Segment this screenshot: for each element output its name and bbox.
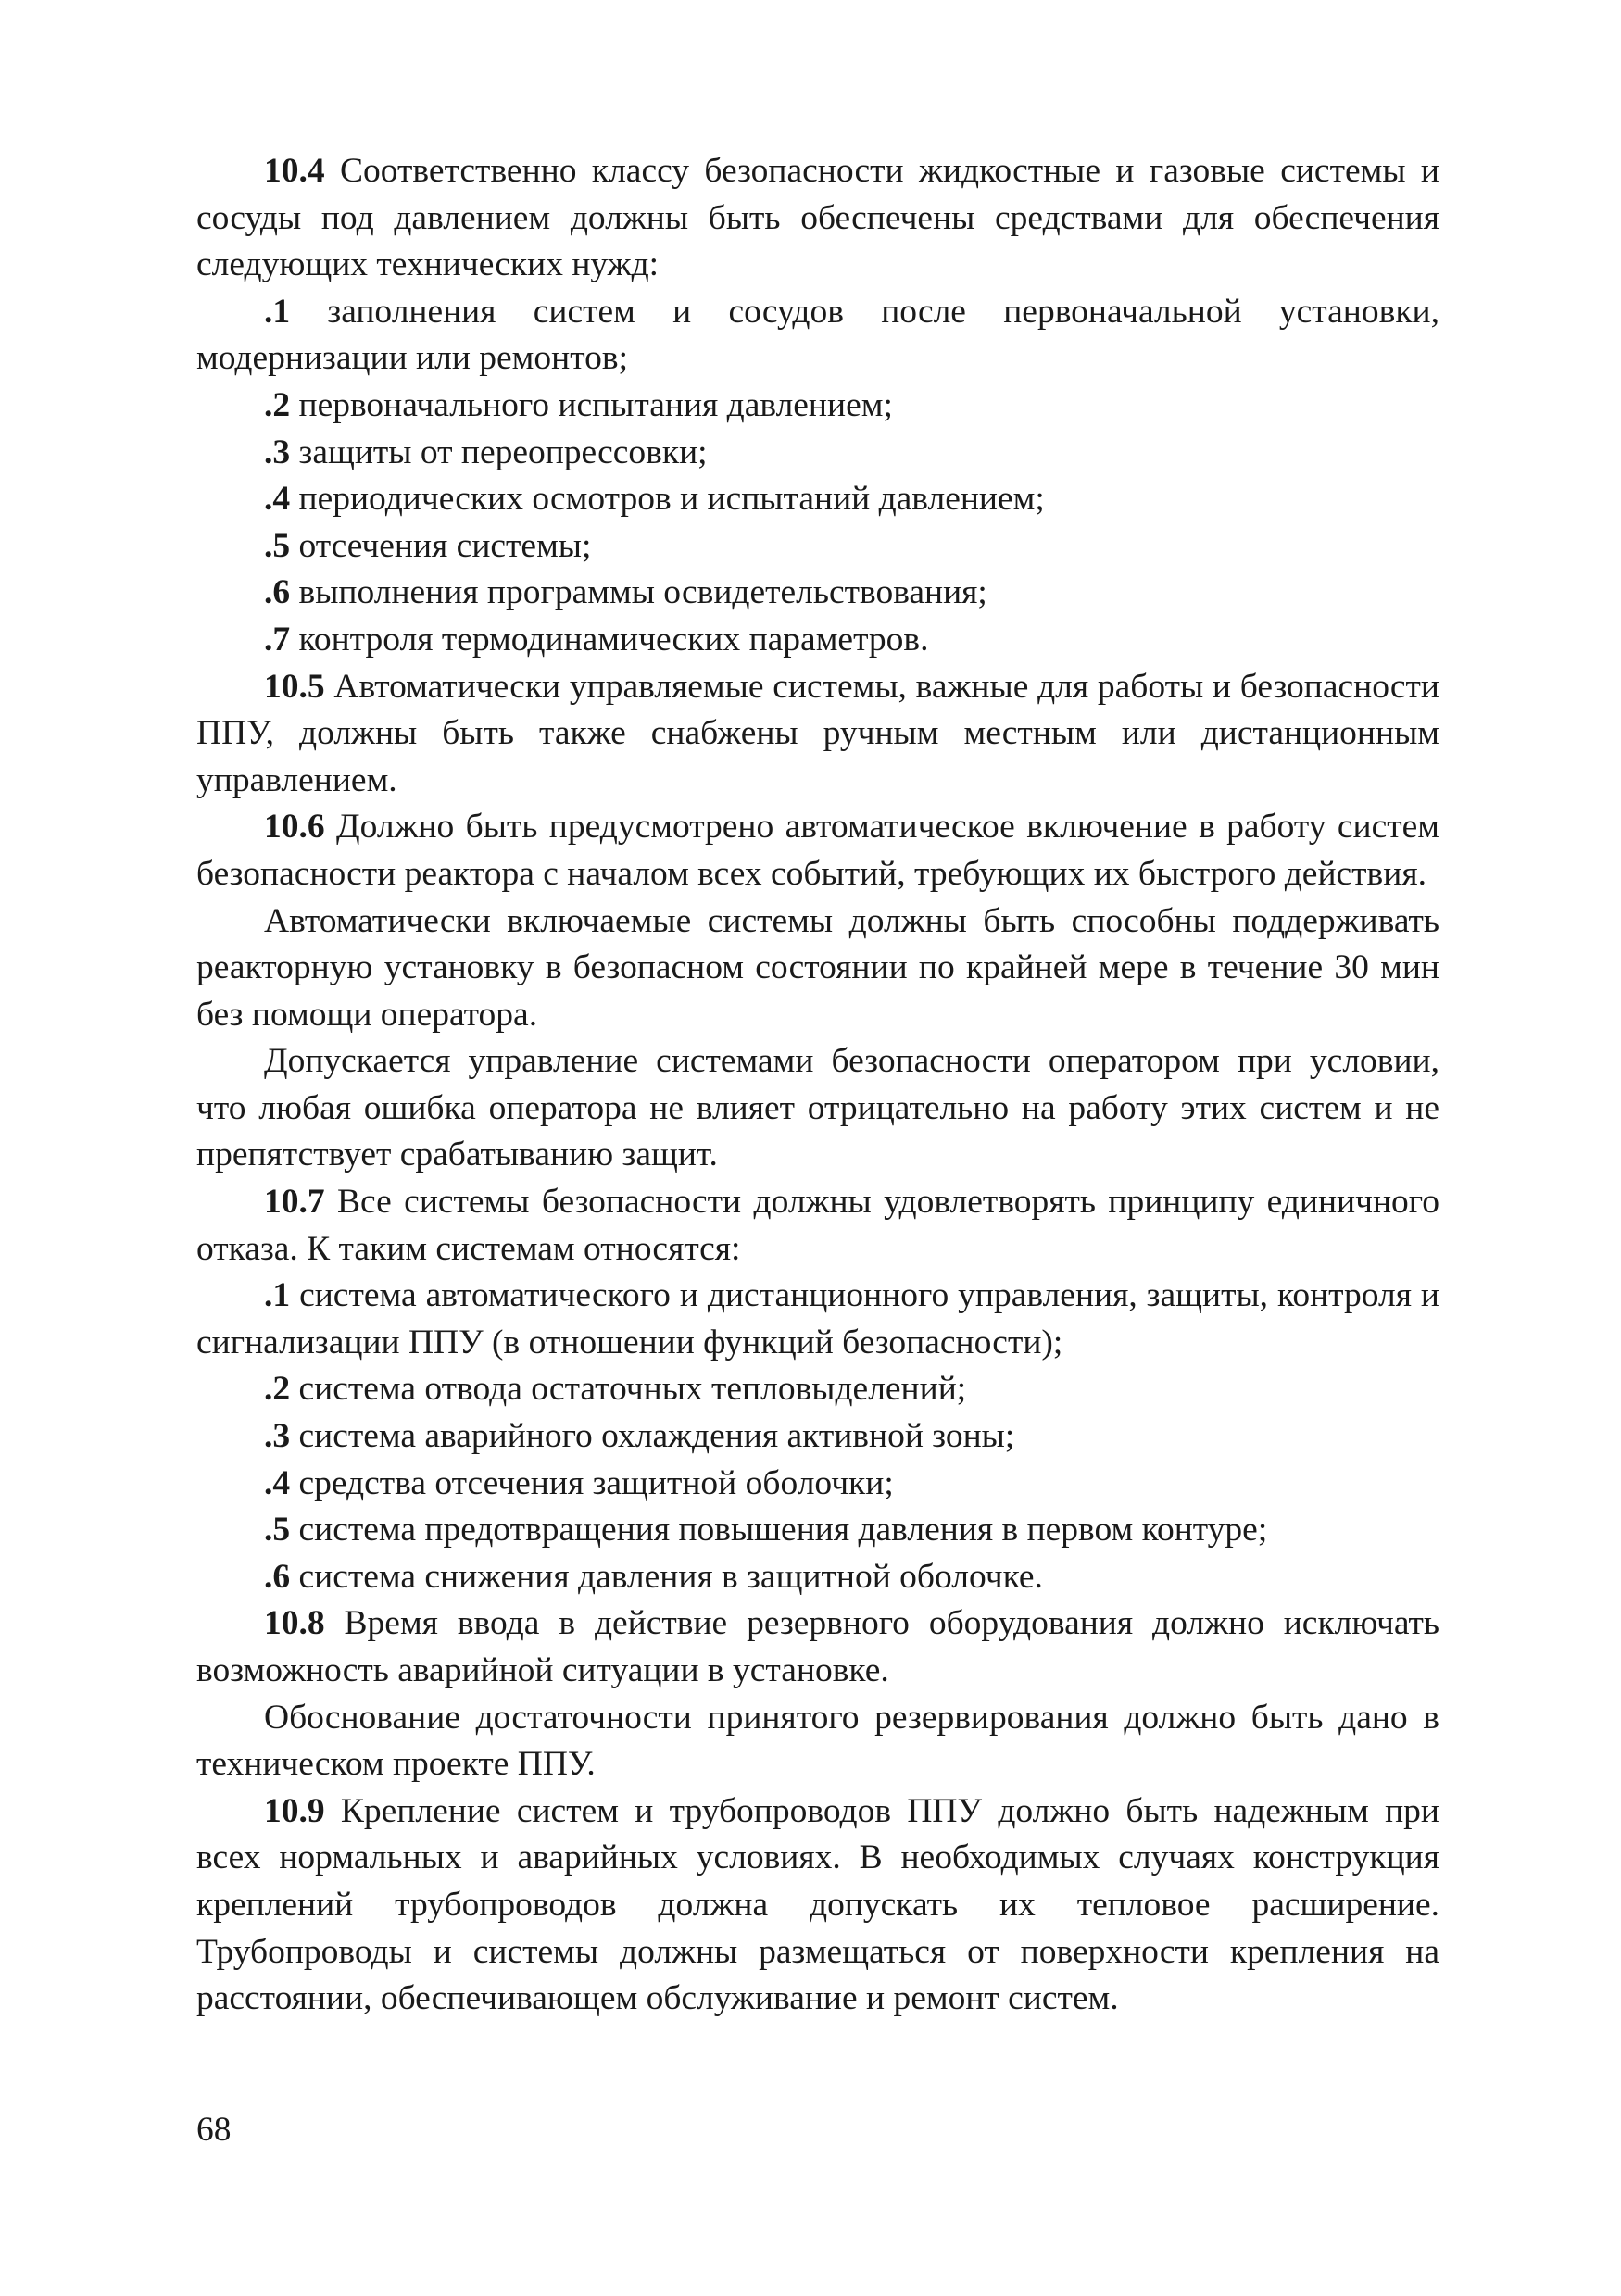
paragraph-text: Автоматически включаемые системы должны быть способны поддерживать реакторную установку в безопасном состоянии по крайней мере в течение 30 мин без помощи оператора. — [196, 901, 1439, 1034]
page-number: 68 — [196, 2111, 232, 2149]
item-number: .6 — [264, 573, 291, 612]
paragraph-text: Допускается управление системами безопасности оператором при условии, что любая ошибка оператора не влияет отрицательно на работу этих систем и не препятствует срабатыванию защит. — [196, 1042, 1439, 1174]
clause-number: 10.4 — [264, 152, 325, 190]
item-number: .3 — [264, 433, 291, 471]
item-number: .4 — [264, 1463, 291, 1502]
paragraph-10-7 — [196, 1179, 1439, 1273]
paragraph-text: Соответственно классу безопасности жидкостные и газовые системы и сосуды под давлением должны быть обеспечены средствами для обеспечения следующих технических нужд: — [196, 152, 1439, 284]
paragraph — [196, 1038, 1439, 1179]
list-item — [196, 1366, 1439, 1413]
paragraph-10-6 — [196, 804, 1439, 897]
item-text: система аварийного охлаждения активной зоны; — [290, 1417, 1015, 1456]
list-item — [196, 570, 1439, 617]
paragraph-10-9 — [196, 1788, 1439, 2023]
item-text: защиты от переопрессовки; — [290, 433, 708, 471]
item-number: .2 — [264, 385, 291, 424]
item-text: заполнения систем и сосудов после первоначальной установки, модернизации или ремонтов; — [196, 292, 1439, 378]
paragraph-10-4 — [196, 148, 1439, 289]
item-number: .5 — [264, 1511, 291, 1549]
item-text: первоначального испытания давлением; — [290, 385, 893, 424]
paragraph-text: Обоснование достаточности принятого резервирования должно быть дано в техническом проекте ППУ. — [196, 1698, 1439, 1784]
item-text: периодических осмотров и испытаний давлением; — [290, 480, 1045, 519]
item-text: отсечения системы; — [290, 526, 592, 565]
paragraph — [196, 898, 1439, 1039]
item-number: .2 — [264, 1370, 291, 1409]
item-number: .6 — [264, 1557, 291, 1596]
paragraph-text: Должно быть предусмотрено автоматическое включение в работу систем безопасности реактора с началом всех событий, требующих их быстрого действия. — [196, 808, 1439, 893]
list-item — [196, 1273, 1439, 1366]
paragraph-text: Крепление систем и трубопроводов ППУ должно быть надежным при всех нормальных и аварийных условиях. В необходимых случаях конструкция креплений трубопроводов должна допускать их тепловое расширение. Трубопроводы и системы должны размещаться от поверхности крепления на расстоянии, обеспечивающем обслуживание и ремонт систем. — [196, 1791, 1439, 2018]
paragraph-text: Автоматически управляемые системы, важные для работы и безопасности ППУ, должны быть также снабжены ручным местным или дистанционным управлением. — [196, 667, 1439, 799]
item-text: выполнения программы освидетельствования; — [290, 573, 987, 612]
paragraph-10-5 — [196, 664, 1439, 805]
paragraph — [196, 1695, 1439, 1788]
list-item — [196, 476, 1439, 523]
clause-number: 10.7 — [264, 1183, 325, 1222]
list-item — [196, 523, 1439, 571]
body-text — [196, 148, 1439, 2023]
item-text: система снижения давления в защитной оболочке. — [290, 1557, 1043, 1596]
clause-number: 10.8 — [264, 1604, 325, 1643]
item-number: .5 — [264, 526, 291, 565]
item-text: система отвода остаточных тепловыделений; — [290, 1370, 967, 1409]
list-item — [196, 1461, 1439, 1508]
item-number: .7 — [264, 620, 291, 659]
list-item — [196, 1554, 1439, 1601]
list-item — [196, 617, 1439, 664]
item-text: система автоматического и дистанционного управления, защиты, контроля и сигнализации ППУ (в отношении функций безопасности); — [196, 1276, 1439, 1361]
item-number: .1 — [264, 1276, 291, 1315]
list-item — [196, 430, 1439, 477]
item-text: контроля термодинамических параметров. — [290, 620, 929, 659]
clause-number: 10.6 — [264, 808, 325, 847]
item-number: .3 — [264, 1417, 291, 1456]
clause-number: 10.9 — [264, 1791, 325, 1830]
item-number: .4 — [264, 480, 291, 519]
list-item — [196, 289, 1439, 383]
item-text: система предотвращения повышения давления в первом контуре; — [290, 1511, 1268, 1549]
list-item — [196, 1507, 1439, 1554]
paragraph-text: Время ввода в действие резервного оборудования должно исключать возможность аварийной ситуации в установке. — [196, 1604, 1439, 1689]
list-item — [196, 1413, 1439, 1461]
paragraph-text: Все системы безопасности должны удовлетворять принципу единичного отказа. К таким системам относятся: — [196, 1183, 1439, 1268]
item-number: .1 — [264, 292, 291, 331]
clause-number: 10.5 — [264, 667, 325, 706]
list-item — [196, 383, 1439, 430]
item-text: средства отсечения защитной оболочки; — [290, 1463, 894, 1502]
paragraph-10-8 — [196, 1600, 1439, 1694]
